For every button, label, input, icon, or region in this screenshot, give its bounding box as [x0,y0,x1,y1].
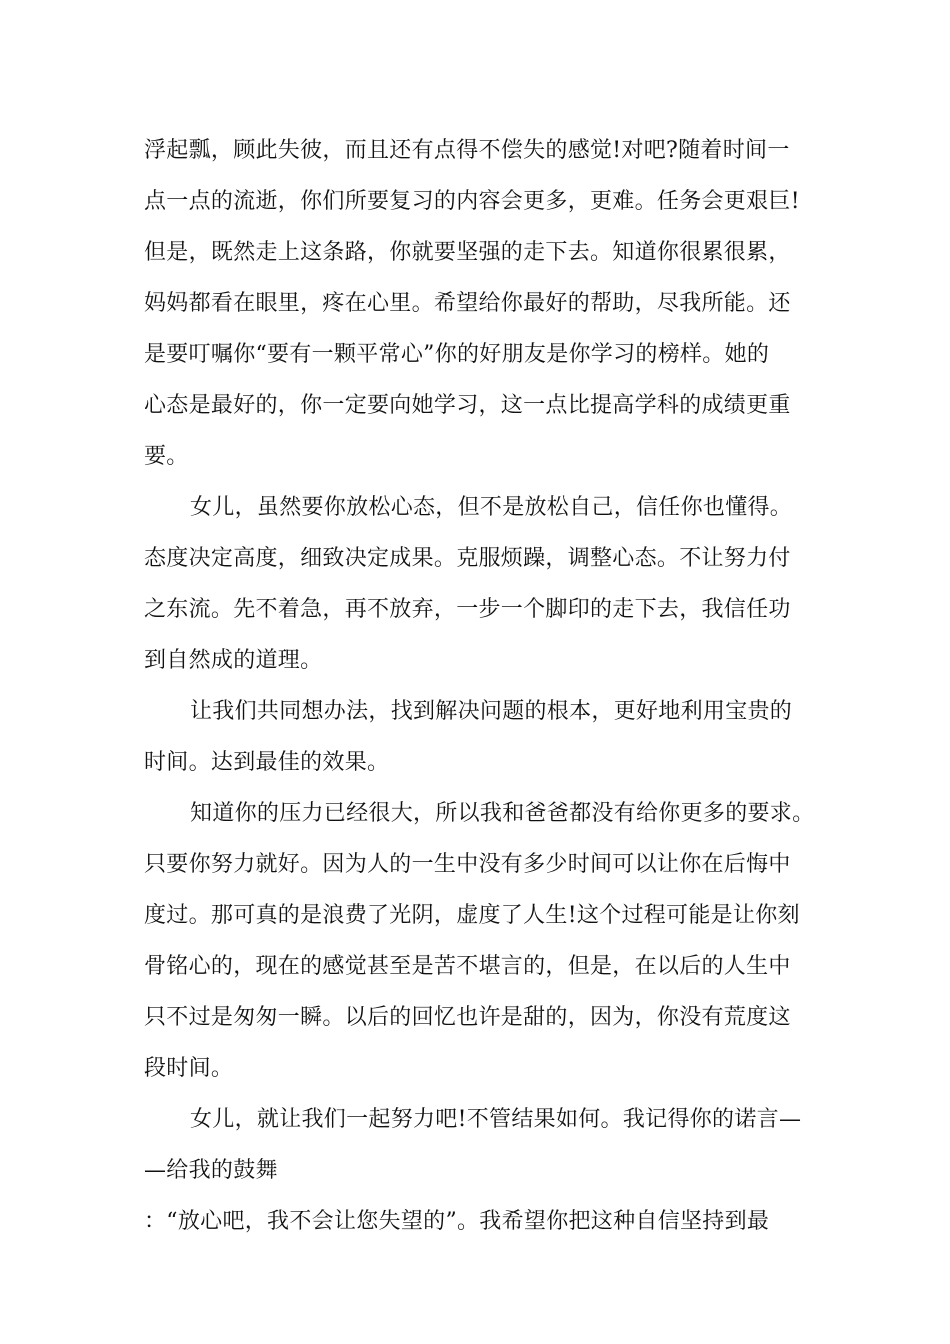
paragraph-first-line: 女儿，虽然要你放松心态，但不是放松自己，信任你也懂得。 [190,495,793,520]
text-line: —给我的鼓舞 [144,1158,278,1183]
text-line: 骨铭心的，现在的感觉甚至是苦不堪言的，但是，在以后的人生中 [144,954,791,979]
text-line: 时间。达到最佳的效果。 [144,750,390,775]
paragraph-first-line: 让我们共同想办法，找到解决问题的根本，更好地利用宝贵的 [190,699,793,724]
text-line: 是要叮嘱你“要有一颗平常心”你的好朋友是你学习的榜样。她的 [144,342,770,367]
text-line: 态度决定高度，细致决定成果。克服烦躁，调整心态。不让努力付 [144,546,791,571]
paragraph-first-line: 知道你的压力已经很大，所以我和爸爸都没有给你更多的要求。 [190,801,815,826]
text-line: 但是，既然走上这条路，你就要坚强的走下去。知道你很累很累， [144,240,791,265]
text-line: 要。 [144,444,189,469]
text-line: 段时间。 [144,1056,234,1081]
text-line: 只不过是匆匆一瞬。以后的回忆也许是甜的，因为，你没有荒度这 [144,1005,791,1030]
text-line: 度过。那可真的是浪费了光阴，虚度了人生!这个过程可能是让你刻 [144,903,800,928]
text-line: 只要你努力就好。因为人的一生中没有多少时间可以让你在后悔中 [144,852,791,877]
text-line: 之东流。先不着急，再不放弃，一步一个脚印的走下去，我信任功 [144,597,791,622]
paragraph-first-line: 女儿，就让我们一起努力吧!不管结果如何。我记得你的诺言— [190,1107,802,1132]
text-line: 妈妈都看在眼里，疼在心里。希望给你最好的帮助，尽我所能。还 [144,291,791,316]
document-body [144,125,824,1247]
text-line: 心态是最好的，你一定要向她学习，这一点比提高学科的成绩更重 [144,393,791,418]
text-line: 到自然成的道理。 [144,648,323,673]
text-line: 点一点的流逝，你们所要复习的内容会更多，更难。任务会更艰巨! [144,189,800,214]
text-line: ：“放心吧，我不会让您失望的”。我希望你把这种自信坚持到最 [144,1209,770,1234]
text-line: 浮起瓢，顾此失彼，而且还有点得不偿失的感觉!对吧?随着时间一 [144,138,790,163]
